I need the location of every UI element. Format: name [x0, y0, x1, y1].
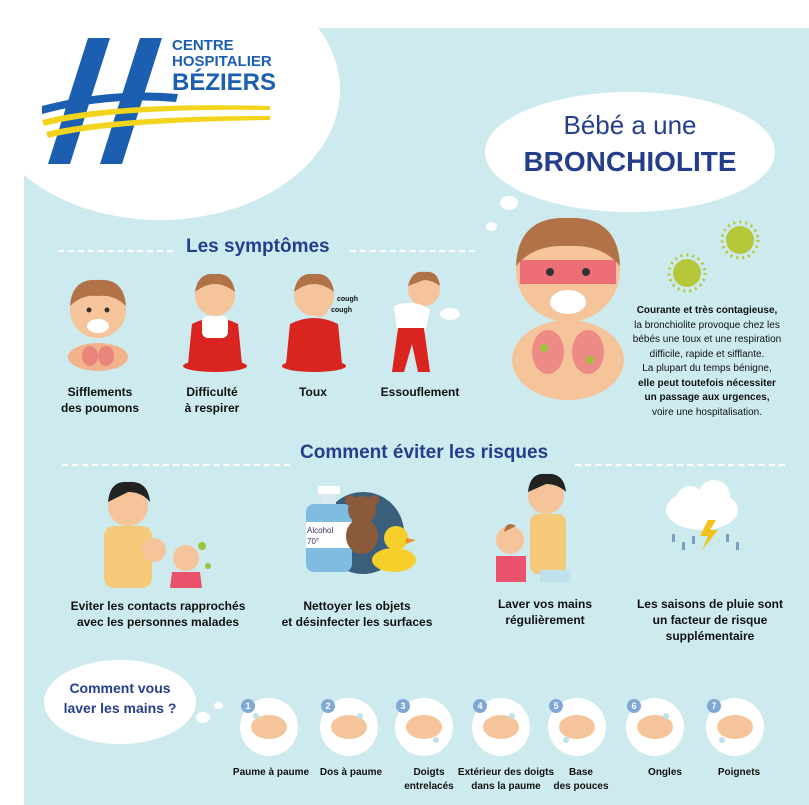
cough-text-2: cough [331, 307, 352, 314]
description-line-2: la bronchiolite provoque chez les [634, 319, 780, 331]
description-line-1: Courante et très contagieuse, [636, 305, 778, 316]
symptom-label-2-line-1: Difficulté [186, 385, 238, 399]
step-number-7: 7 [707, 699, 721, 713]
prevention-label-3-line-2: régulièrement [505, 613, 585, 627]
prevention-label-4-line-3: supplémentaire [665, 629, 755, 643]
title-line-1: Bébé a une [563, 110, 697, 140]
step-label-7 [696, 766, 782, 780]
description-line-6: elle peut toutefois nécessiter [638, 377, 776, 389]
prevention-heading: Comment éviter les risques [300, 442, 549, 463]
step-number-2: 2 [321, 699, 335, 713]
step-number-3: 3 [396, 699, 410, 713]
description-line-4: difficile, rapide et sifflante. [649, 348, 765, 360]
step-label-6-line-1: Ongles [648, 767, 682, 778]
step-label-5-line-1: Base [569, 767, 593, 778]
bottle-label-1: Alcohol [307, 526, 334, 535]
step-number-1: 1 [241, 699, 255, 713]
step-label-3-line-1: Doigts [413, 767, 445, 778]
prevention-label-4-line-2: un facteur de risque [652, 613, 768, 627]
symptom-label-4-line-1: Essouflement [380, 385, 460, 399]
symptoms-heading: Les symptômes [186, 236, 330, 257]
symptom-label-2-line-2: à respirer [184, 401, 240, 415]
prevention-label-2-line-2: et désinfecter les surfaces [281, 615, 433, 629]
step-label-3-line-2: entrelacés [404, 781, 454, 792]
step-label-5-line-2: des pouces [553, 781, 609, 792]
prevention-label-1-line-1: Eviter les contacts rapprochés [70, 599, 246, 613]
step-label-7-line-1: Poignets [717, 767, 761, 778]
step-label-4-line-2: dans la paume [471, 781, 541, 792]
step-label-4-line-1: Extérieur des doigts [457, 767, 555, 778]
symptom-label-1-line-2: des poumons [60, 401, 139, 415]
logo-line-2: HOSPITALIER [172, 53, 272, 70]
step-number-4: 4 [473, 699, 487, 713]
logo-line-3: BÉZIERS [172, 69, 277, 96]
step-number-6: 6 [627, 699, 641, 713]
title-line-2: BRONCHIOLITE [523, 146, 737, 177]
step-label-1-line-1: Paume à paume [232, 767, 310, 778]
prevention-label-4-line-1: Les saisons de pluie sont [636, 597, 784, 611]
step-number-5: 5 [549, 699, 563, 713]
handwash-heading-line-1: Comment vous [69, 680, 171, 696]
step-label-1 [228, 766, 314, 780]
description-line-7: un passage aux urgences, [644, 392, 770, 403]
handwash-heading-line-2: laver les mains ? [63, 700, 177, 716]
prevention-label-3-line-1: Laver vos mains [497, 597, 593, 611]
cough-text-1: cough [337, 296, 358, 303]
step-label-5 [538, 766, 624, 794]
bottle-label-2: 70° [307, 537, 320, 546]
description-line-5: La plupart du temps bénigne, [642, 363, 772, 374]
step-label-2-line-1: Dos à paume [319, 767, 383, 778]
description-line-3: bébés une toux et une respiration [632, 334, 782, 345]
description-line-8: voire une hospitalisation. [651, 406, 763, 418]
symptom-label-3-line-1: Toux [299, 385, 327, 399]
symptom-label-1-line-1: Sifflements [67, 385, 133, 399]
step-label-2 [308, 766, 394, 780]
logo-line-1: CENTRE [172, 37, 234, 54]
prevention-label-1-line-2: avec les personnes malades [76, 615, 240, 629]
prevention-label-2-line-1: Nettoyer les objets [303, 599, 411, 613]
